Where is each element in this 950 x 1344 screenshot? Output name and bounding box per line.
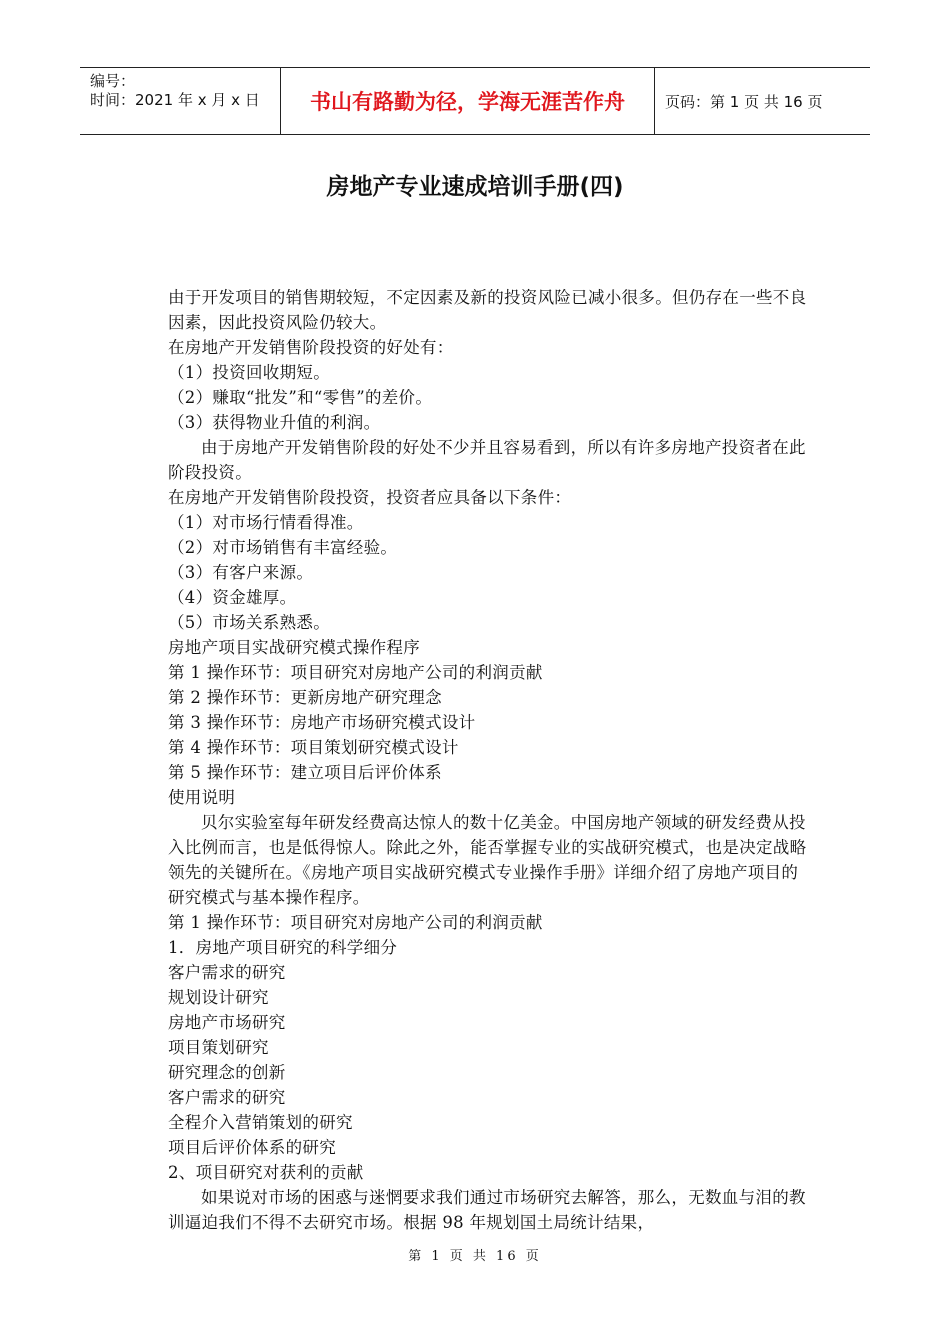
paragraph: （3）有客户来源。 bbox=[168, 563, 314, 582]
paragraph: 1．房地产项目研究的科学细分 bbox=[168, 938, 398, 957]
paragraph: 房地产项目实战研究模式操作程序 bbox=[168, 638, 420, 657]
paragraph: 第 3 操作环节：房地产市场研究模式设计 bbox=[168, 713, 476, 732]
document-title: 房地产专业速成培训手册(四) bbox=[326, 174, 624, 200]
paragraph: 房地产市场研究 bbox=[168, 1013, 286, 1032]
paragraph: 由于开发项目的销售期较短，不定因素及新的投资风险已减小很多。但仍存在一些不良因素，因此投资风险仍较大。 bbox=[168, 288, 807, 332]
time-label: 时间：2021 年 x 月 x 日 bbox=[90, 91, 260, 109]
header-motto: 书山有路勤为径，学海无涯苦作舟 bbox=[281, 68, 655, 134]
paragraph: 全程介入营销策划的研究 bbox=[168, 1113, 353, 1132]
paragraph: 在房地产开发销售阶段投资的好处有： bbox=[168, 338, 454, 357]
paragraph: 如果说对市场的困惑与迷惘要求我们通过市场研究去解答，那么，无数血与泪的教训逼迫我们不得不去研究市场。根据 98 年规划国土局统计结果， bbox=[168, 1188, 806, 1232]
document-body bbox=[168, 285, 812, 1235]
paragraph: （1）对市场行情看得准。 bbox=[168, 513, 364, 532]
paragraph: 项目后评价体系的研究 bbox=[168, 1138, 336, 1157]
paragraph: （5）市场关系熟悉。 bbox=[168, 613, 330, 632]
document-header bbox=[80, 67, 870, 135]
page-footer: 第 1 页 共 16 页 bbox=[408, 1249, 542, 1264]
paragraph: 2、项目研究对获利的贡献 bbox=[168, 1163, 364, 1182]
paragraph: 规划设计研究 bbox=[168, 988, 269, 1007]
paragraph: 在房地产开发销售阶段投资，投资者应具备以下条件： bbox=[168, 488, 572, 507]
number-label: 编号： bbox=[90, 72, 136, 90]
paragraph: （2）对市场销售有丰富经验。 bbox=[168, 538, 398, 557]
paragraph: 贝尔实验室每年研发经费高达惊人的数十亿美金。中国房地产领域的研发经费从投入比例而言，也是低得惊人。除此之外，能否掌握专业的实战研究模式，也是决定战略领先的关键所在。《房地产项目实战研究模式专业操作手册》详细介绍了房地产项目的研究模式与基本操作程序。 bbox=[168, 813, 807, 907]
paragraph: 项目策划研究 bbox=[168, 1038, 269, 1057]
paragraph: 第 1 操作环节：项目研究对房地产公司的利润贡献 bbox=[168, 913, 543, 932]
paragraph: 由于房地产开发销售阶段的好处不少并且容易看到，所以有许多房地产投资者在此阶段投资。 bbox=[168, 438, 806, 482]
paragraph: 第 1 操作环节：项目研究对房地产公司的利润贡献 bbox=[168, 663, 543, 682]
header-page-info: 页码：第 1 页 共 16 页 bbox=[665, 92, 823, 111]
paragraph: （3）获得物业升值的利润。 bbox=[168, 413, 381, 432]
paragraph: 客户需求的研究 bbox=[168, 1088, 286, 1107]
paragraph: 第 4 操作环节：项目策划研究模式设计 bbox=[168, 738, 459, 757]
paragraph: 使用说明 bbox=[168, 788, 236, 807]
paragraph: 第 5 操作环节：建立项目后评价体系 bbox=[168, 763, 442, 782]
paragraph: （4）资金雄厚。 bbox=[168, 588, 297, 607]
paragraph: （1）投资回收期短。 bbox=[168, 363, 330, 382]
paragraph: （2）赚取“批发”和“零售”的差价。 bbox=[168, 388, 433, 407]
paragraph: 客户需求的研究 bbox=[168, 963, 286, 982]
paragraph: 研究理念的创新 bbox=[168, 1063, 286, 1082]
header-meta bbox=[80, 68, 281, 134]
paragraph: 第 2 操作环节：更新房地产研究理念 bbox=[168, 688, 442, 707]
